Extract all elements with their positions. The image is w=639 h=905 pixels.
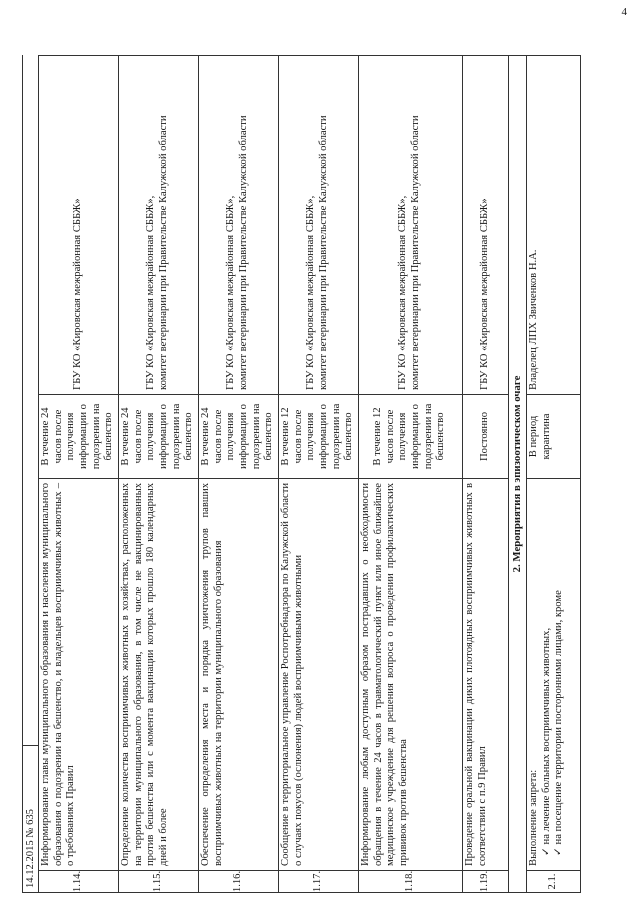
measures-table [22,55,580,893]
row-description: Информирование главы муниципального образования и населения муниципального образования о подозрении на бешенство, и владельцев восприимчивых животных – о требованиях Правил [38,479,118,871]
row-description: Информирование любым доступным образом пострадавших о необходимости обращения в течение 24 часов в травматологический пункт или иное ближайшее медицинское учреждение для решения вопроса о проведении профилактических прививок против бешенства [358,479,462,871]
section-heading-row [508,55,527,893]
list-item: ✓ на посещение территории посторонними лицами, кроме [553,590,565,856]
row-responsible: ГБУ КО «Кировская межрайонная СББЖ», комитет ветеринарии при Правительстве Калужской области [358,55,462,395]
row-description: Проведение оральной вакцинации диких плотоядных восприимчивых животных в соответствии с п.9 Правил [462,479,508,871]
row-responsible: ГБУ КО «Кировская межрайонная СББЖ» [38,55,118,395]
row-responsible: ГБУ КО «Кировская межрайонная СББЖ», комитет ветеринарии при Правительстве Калужской области [198,55,278,395]
row-responsible: Владелец ЛПХ Звиченков Н.А. [526,55,580,395]
row-responsible: ГБУ КО «Кировская межрайонная СББЖ», комитет ветеринарии при Правительстве Калужской области [278,55,358,395]
row-number: 1.15. [118,871,198,893]
doc-ref-row [22,55,39,893]
row-term: В течение 12 часов после получения информации о подозрении на бешенство [358,395,462,479]
row-term: Постоянно [462,395,508,479]
doc-reference: 14.12.2015 № 635 [22,745,38,893]
table-row [278,55,359,893]
page-number: 4 [621,6,627,18]
row-term: В течение 24 часов после получения информации о подозрении на бешенство [118,395,198,479]
table-row [526,55,581,893]
row-intro: Выполнение запрета: [528,769,539,866]
row-number: 1.14. [38,871,118,893]
row-description: Определение количества восприимчивых животных в хозяйствах, расположенных на территории муниципального образования, в том числе не вакцинированных против бешенства или с момента вакцинации которых прошло 180 календарных дней и более [118,479,198,871]
list-item: ✓ на лечение больных восприимчивых животных, [540,627,552,856]
section-title: 2. Мероприятия в эпизоотическом очаге [508,55,526,893]
table-row [358,55,463,893]
row-term: В течение 24 часов после получения информации о подозрении на бешенство [38,395,118,479]
table-row [198,55,279,893]
row-description [526,479,580,871]
row-term: В течение 24 часов после получения информации о подозрении на бешенство [198,395,278,479]
row-term: В период карантина [526,395,580,479]
row-number: 2.1. [526,871,580,893]
row-responsible: ГБУ КО «Кировская межрайонная СББЖ», комитет ветеринарии при Правительстве Калужской области [118,55,198,395]
row-responsible: ГБУ КО «Кировская межрайонная СББЖ» [462,55,508,395]
row-number: 1.19. [462,871,508,893]
row-description: Обеспечение определения места и порядка уничтожения трупов павших восприимчивых животных на территории муниципального образования [198,479,278,871]
row-number: 1.16. [198,871,278,893]
row-term: В течение 12 часов после получения информации о подозрении на бешенство [278,395,358,479]
table-row [38,55,119,893]
table-row [118,55,199,893]
row-number: 1.18. [358,871,462,893]
table-row [462,55,509,893]
row-number: 1.17. [278,871,358,893]
row-description: Сообщение в территориальное управление Роспотребнадзора по Калужской области о случаях покусов (ослюнения) людей восприимчивыми животными [278,479,358,871]
